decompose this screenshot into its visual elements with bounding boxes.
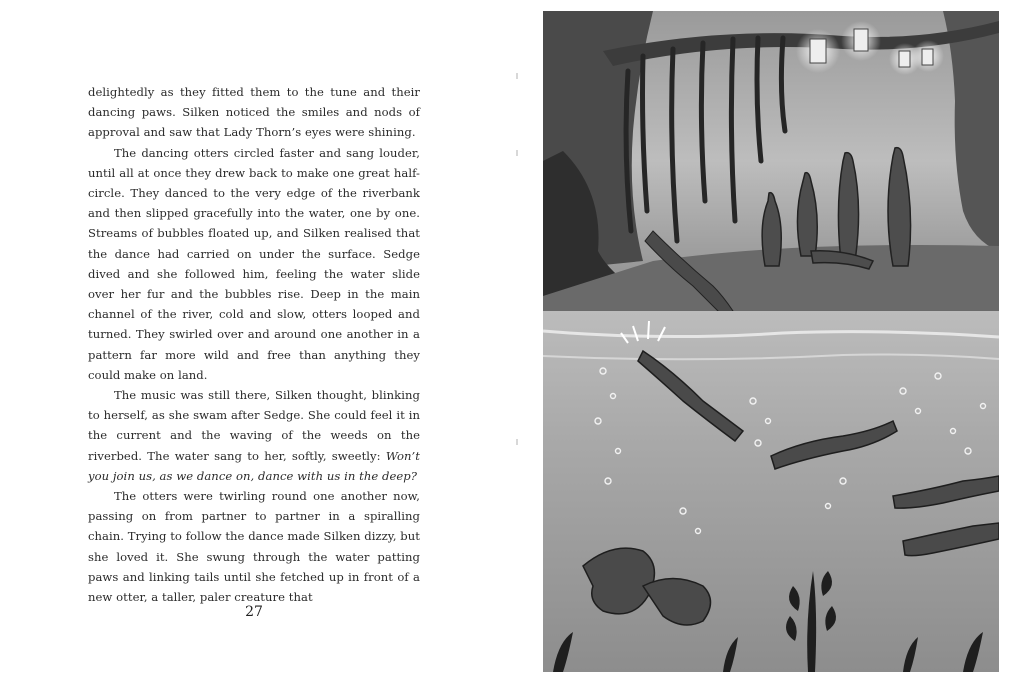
body-text xyxy=(88,82,420,607)
paragraph-1 xyxy=(88,82,420,143)
paragraph-3-text: The music was still there, Silken thought, blinking to herself, as she swam after Sedge. She could feel it in the current and the waving of the weeds on the riverbed. The water sang to her, softly, sweetly: xyxy=(88,388,420,463)
gutter-mark xyxy=(516,439,518,445)
paragraph-4 xyxy=(88,486,420,607)
gutter-mark xyxy=(516,73,518,79)
page-number: 27 xyxy=(245,604,263,620)
otters-dancing-underwater-illustration xyxy=(543,11,999,672)
paragraph-4-text: The otters were twirling round one another now, passing on from partner to partner in a spiralling chain. Trying to follow the dance made Silken dizzy, but she loved it. She swung through the water patting paws and linking tails until she fetched up in front of a new otter, a taller, paler creature that xyxy=(88,489,420,605)
paragraph-2-text: The dancing otters circled faster and sang louder, until all at once they drew back to make one great half-circle. They danced to the very edge of the riverbank and then slipped gracefully into the water, one by one. Streams of bubbles floated up, and Silken realised that the dance had carried on under the surface. Sedge dived and she followed him, feeling the water slide over her fur and the bubbles rise. Deep in the main channel of the river, cold and slow, otters looped and turned. They swirled over and around one another in a pattern far more wild and free than anything they could make on land. xyxy=(88,145,420,382)
paragraph-2 xyxy=(88,143,420,385)
gutter-mark xyxy=(516,150,518,156)
paragraph-3-italic-song: Won’t you join us, as we dance on, dance with us in the deep? xyxy=(88,448,420,483)
paragraph-1-text: delightedly as they fitted them to the tune and their dancing paws. Silken noticed the smiles and nods of approval and saw that Lady Thorn’s eyes were shining. xyxy=(88,85,420,140)
paragraph-3 xyxy=(88,385,420,486)
